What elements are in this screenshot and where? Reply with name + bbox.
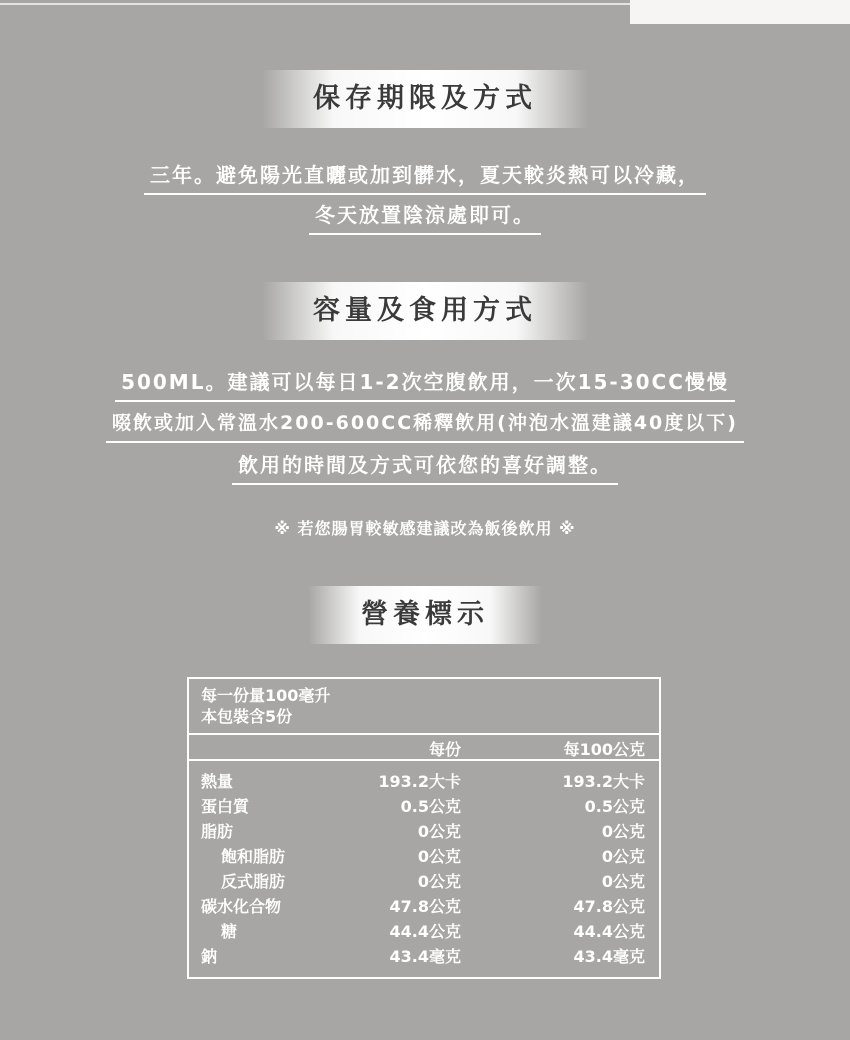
table-row (201, 844, 645, 869)
table-row (201, 944, 645, 969)
capacity-text-line-3: 飲用的時間及方式可依您的喜好調整。 (0, 450, 850, 485)
table-row (201, 769, 645, 794)
nutrition-table (187, 677, 661, 979)
capacity-text-line-1: 500ML。建議可以每日1-2次空腹飲用，一次15-30CC慢慢 (0, 367, 850, 402)
table-divider (189, 759, 659, 761)
value-per-100g: 0公克 (601, 847, 645, 866)
value-per-100g: 193.2大卡 (562, 772, 645, 791)
value-per-100g: 43.4毫克 (573, 947, 645, 966)
value-per-serving: 47.8公克 (389, 897, 461, 916)
sensitive-stomach-note: ※ 若您腸胃較敏感建議改為飯後飲用 ※ (274, 519, 576, 538)
capacity-text-line-2: 啜飲或加入常溫水200-600CC稀釋飲用(沖泡水溫建議40度以下) (0, 408, 850, 443)
nutrient-name: 碳水化合物 (201, 897, 282, 916)
storage-text-line-1: 三年。避免陽光直曬或加到髒水，夏天較炎熱可以冷藏， (0, 160, 850, 195)
value-per-serving: 0公克 (417, 847, 461, 866)
table-row (201, 794, 645, 819)
value-per-100g: 0公克 (601, 822, 645, 841)
top-divider (0, 3, 630, 5)
nutrient-name: 糖 (221, 922, 238, 941)
column-header-per-100g: 每100公克 (563, 740, 645, 759)
nutrient-name: 反式脂肪 (221, 872, 286, 891)
nutrient-name: 熱量 (201, 772, 234, 791)
storage-text-line-2: 冬天放置陰涼處即可。 (0, 200, 850, 235)
value-per-serving: 44.4公克 (389, 922, 461, 941)
serving-info (201, 685, 330, 727)
value-per-100g: 47.8公克 (573, 897, 645, 916)
value-per-serving: 193.2大卡 (378, 772, 461, 791)
nutrient-name: 蛋白質 (201, 797, 250, 816)
value-per-serving: 0公克 (417, 872, 461, 891)
value-per-100g: 44.4公克 (573, 922, 645, 941)
table-row (201, 819, 645, 844)
value-per-100g: 0.5公克 (584, 797, 645, 816)
column-header-per-serving: 每份 (428, 740, 461, 759)
table-row (201, 869, 645, 894)
serving-size: 每一份量100毫升 (201, 686, 331, 705)
nutrient-name: 鈉 (201, 947, 218, 966)
top-right-panel (630, 0, 850, 24)
capacity-heading: 容量及食用方式 (262, 282, 588, 340)
value-per-serving: 43.4毫克 (389, 947, 461, 966)
nutrient-name: 脂肪 (201, 822, 234, 841)
storage-heading: 保存期限及方式 (262, 70, 588, 128)
table-row (201, 919, 645, 944)
table-divider (189, 733, 659, 735)
table-row (201, 894, 645, 919)
nutrition-heading: 營養標示 (308, 586, 542, 644)
value-per-serving: 0.5公克 (400, 797, 461, 816)
value-per-serving: 0公克 (417, 822, 461, 841)
servings-per-package: 本包裝含5份 (201, 707, 293, 726)
nutrient-name: 飽和脂肪 (221, 847, 286, 866)
value-per-100g: 0公克 (601, 872, 645, 891)
